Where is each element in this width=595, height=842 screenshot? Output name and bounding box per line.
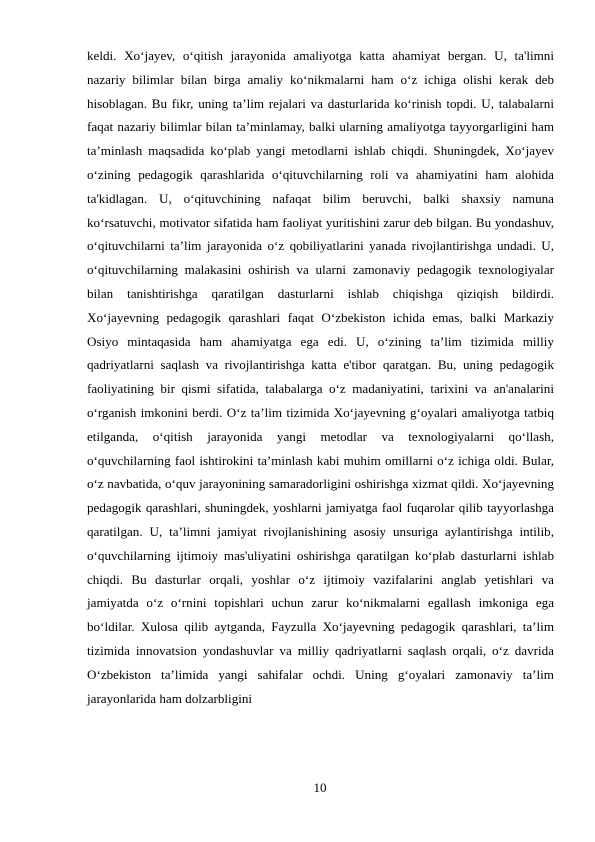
page-number: 10 (313, 780, 327, 795)
body-paragraph: keldi. Xo‘jayev, o‘qitish jarayonida amaliyotga katta ahamiyat bergan. U, ta'limni nazariy bilimlar bilan birga amaliy ko‘nikmalarni ham o‘z ichiga olishi kerak deb hisoblagan. Bu fikr, uning ta’lim rejalari va dasturlarida ko‘rinish topdi. U, talabalarni faqat nazariy bilimlar bilan ta’minlamay, balki ularning amaliyotga tayyorgarligini ham ta’minlash maqsadida ko‘plab yangi metodlarni ishlab chiqdi. Shuningdek, Xo‘jayev o‘zining pedagogik qarashlarida o‘qituvchilarning roli va ahamiyatini ham alohida ta'kidlagan. U, o‘qituvchining nafaqat bilim beruvchi, balki shaxsiy namuna ko‘rsatuvchi, motivator sifatida ham faoliyat yuritishini zarur deb bilgan. Bu yondashuv, o‘qituvchilarni ta’lim jarayonida o‘z qobiliyatlarini yanada rivojlantirishga undadi. U, o‘qituvchilarning malakasini oshirish va ularni zamonaviy pedagogik texnologiyalar bilan tanishtirishga qaratilgan dasturlarni ishlab chiqishga qiziqish bildirdi. Xo‘jayevning pedagogik qarashlari faqat O‘zbekiston ichida emas, balki Markaziy Osiyo mintaqasida ham ahamiyatga ega edi. U, o‘zining ta’lim tizimida milliy qadriyatlarni saqlash va rivojlantirishga katta e'tibor qaratgan. Bu, uning pedagogik faoliyatining bir qismi sifatida, talabalarga o‘z madaniyatini, tarixini va an'analarini o‘rganish imkonini berdi. O‘z ta’lim tizimida Xo‘jayevning g‘oyalari amaliyotga tatbiq etilganda, o‘qitish jarayonida yangi metodlar va texnologiyalarni qo‘llash, o‘quvchilarning faol ishtirokini ta’minlash kabi muhim omillarni o‘z ichiga oldi. Bular, o‘z navbatida, o‘quv jarayonining samaradorligini oshirishga xizmat qildi. Xo‘jayevning pedagogik qarashlari, shuningdek, yoshlarni jamiyatga faol fuqarolar qilib tayyorlashga qaratilgan. U, ta’limni jamiyat rivojlanishining asosiy unsuriga aylantirishga intilib, o‘quvchilarning ijtimoiy mas'uliyatini oshirishga qaratilgan ko‘plab dasturlarni ishlab chiqdi. Bu dasturlar orqali, yoshlar o‘z ijtimoiy vazifalarini anglab yetishlari va jamiyatda o‘z o‘rnini topishlari uchun zarur ko‘nikmalarni egallash imkoniga ega bo‘ldilar. Xulosa qilib aytganda, Fayzulla Xo‘jayevning pedagogik qarashlari, ta’lim tizimida innovatsion yondashuvlar va milliy qadriyatlarni saqlash orqali, o‘z davrida O‘zbekiston ta’limida yangi sahifalar ochdi. Uning g‘oyalari zamonaviy ta’lim jarayonlarida ham dolzarbligini (87, 48, 554, 706)
